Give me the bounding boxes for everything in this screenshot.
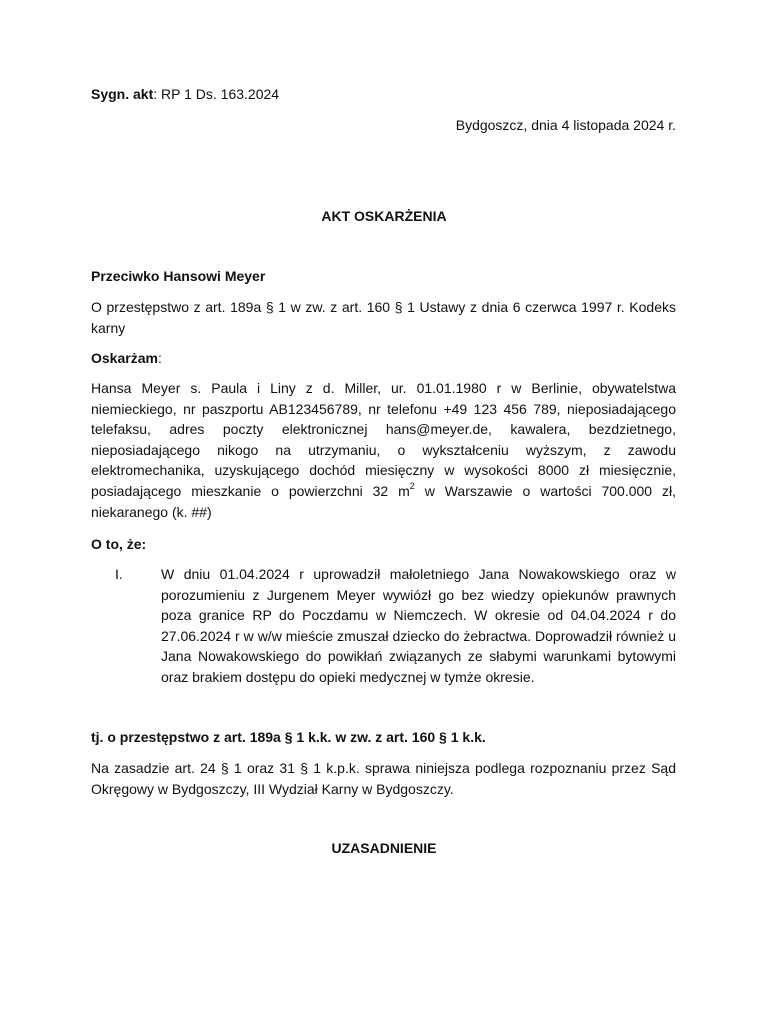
case-reference-value: : RP 1 Ds. 163.2024	[153, 86, 280, 102]
that-heading: O to, że:	[91, 536, 147, 552]
place-and-date: Bydgoszcz, dnia 4 listopada 2024 r.	[455, 117, 676, 133]
jurisdiction-paragraph: Na zasadzie art. 24 § 1 oraz 31 § 1 k.p.k. sprawa niniejsza podlega rozpoznaniu przez Sąd Okręgowy w Bydgoszczy, III Wydział Karny w Bydgoszczy.	[91, 760, 676, 797]
defendant-description	[91, 378, 676, 522]
against-line: Przeciwko Hansowi Meyer	[91, 268, 266, 284]
defendant-text-end: w Warszawie o wartości 700.000 zł, niekaranego (k. ##)	[91, 482, 676, 520]
justification-heading: UZASADNIENIE	[331, 840, 437, 856]
accuse-label: Oskarżam	[91, 350, 158, 366]
legal-qualification: tj. o przestępstwo z art. 189a § 1 k.k. w zw. z art. 160 § 1 k.k.	[91, 729, 486, 745]
accuse-colon: :	[157, 350, 162, 366]
document-title: AKT OSKARŻENIA	[321, 208, 447, 224]
defendant-text: Hansa Meyer s. Paula i Liny z d. Miller, ur. 01.01.1980 r w Berlinie, obywatelstwa niemieckiego, nr paszportu AB123456789, nr telefonu +49 123 456 789, nieposiadającego telefaksu, adres poczty elektronicznej hans@meyer.de, kawalera, bezdzietnego, nieposiadającego nikogo na utrzymaniu, o wykształceniu wyższym, z zawodu elektromechanika, uzyskującego dochód miesięczny w wysokości 8000 zł miesięcznie, posiadającego mieszkanie o powierzchni 32 m	[91, 380, 676, 499]
charge-number: I.	[115, 566, 123, 582]
accuse-heading	[91, 348, 162, 369]
offence-line: O przestępstwo z art. 189a § 1 w zw. z art. 160 § 1 Ustawy z dnia 6 czerwca 1997 r. Kodeks karny	[91, 299, 676, 336]
case-reference-label: Sygn. akt	[91, 86, 154, 102]
charge-text: W dniu 01.04.2024 r uprowadził małoletniego Jana Nowakowskiego oraz w porozumieniu z Jurgenem Meyer wywiózł go bez wiedzy opiekunów prawnych poza granice RP do Poczdamu w Niemczech. W okresie od 04.04.2024 r do 27.06.2024 r w w/w mieście zmuszał dziecko do żebractwa. Doprowadził również u Jana Nowakowskiego do powikłań związanych ze słabymi warunkami bytowymi oraz brakiem dostępu do opieki medycznej w tymże okresie.	[161, 566, 676, 685]
case-reference	[91, 84, 279, 105]
superscript-two: 2	[409, 481, 415, 492]
